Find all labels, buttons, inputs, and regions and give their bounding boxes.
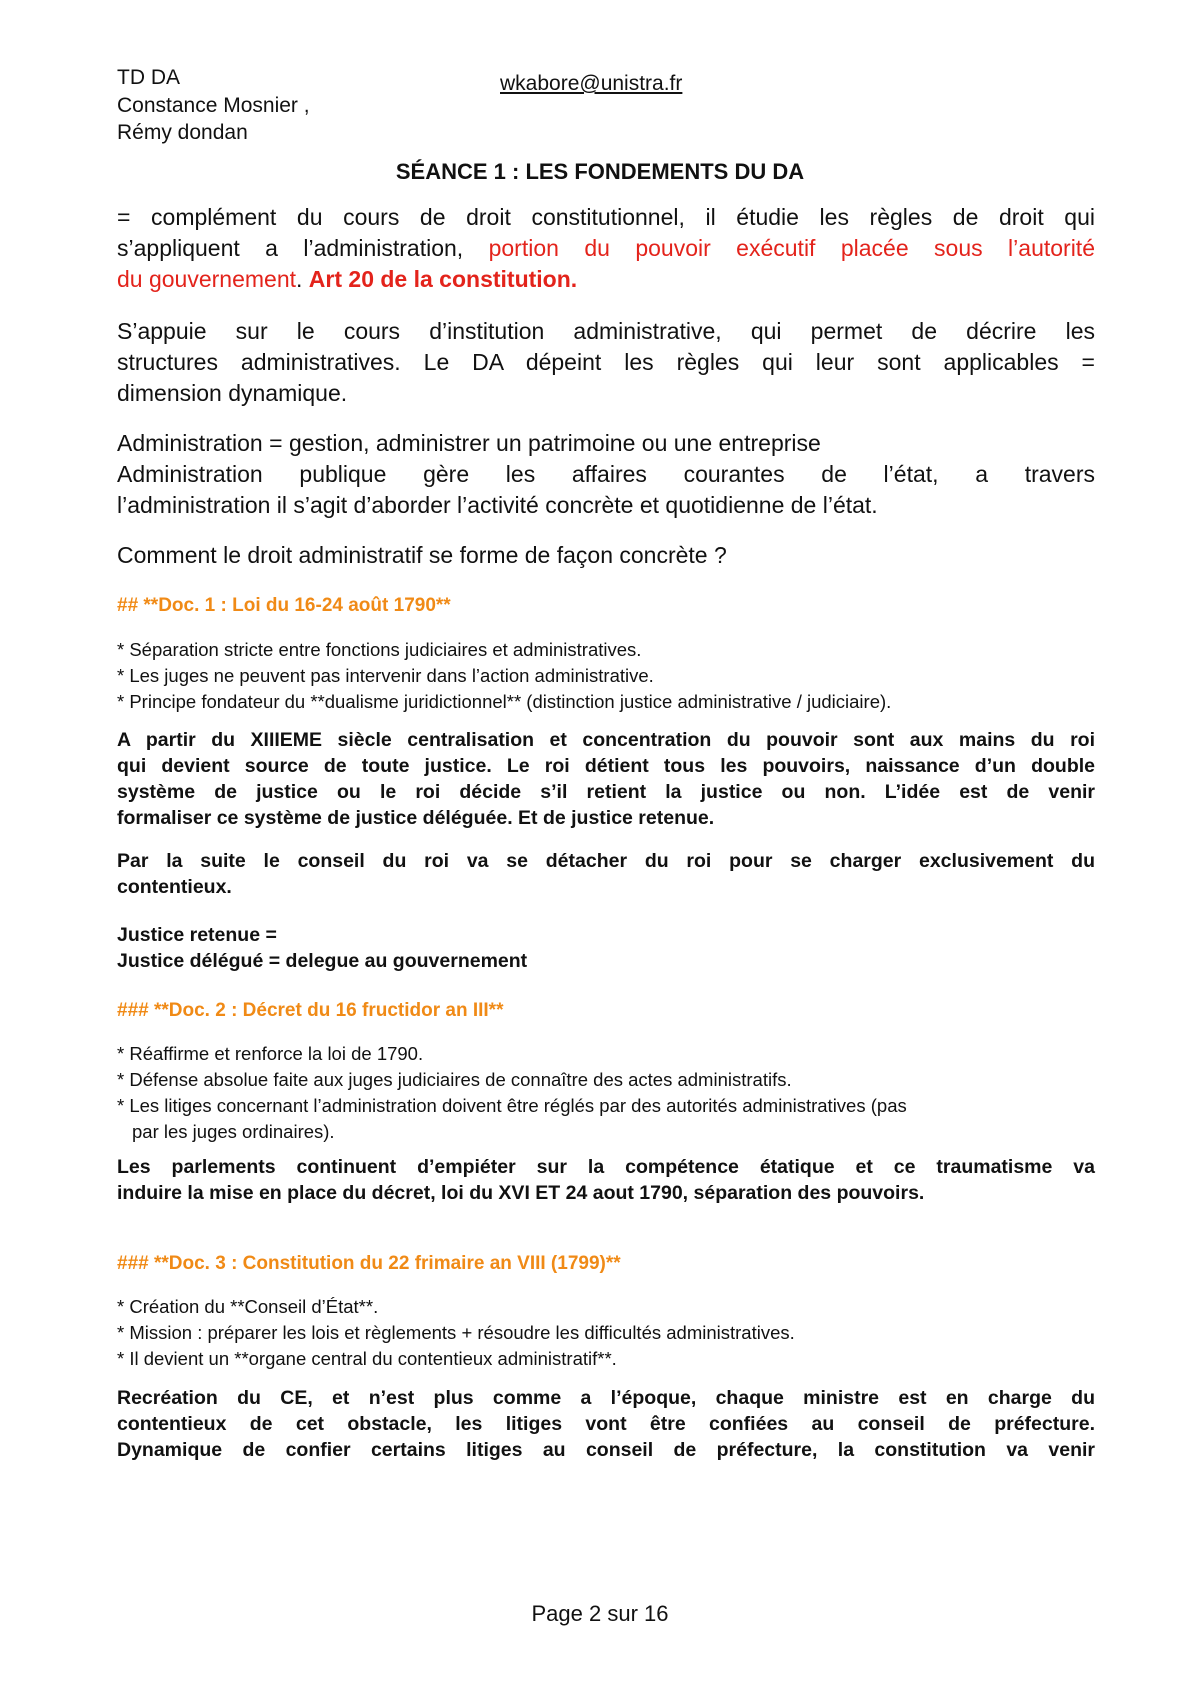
text-line: Justice retenue =	[117, 924, 277, 946]
question: Comment le droit administratif se forme de façon concrète ?	[117, 542, 727, 568]
header-course: TD DA	[117, 66, 180, 89]
paragraph-2	[117, 316, 1095, 409]
highlight-red-bold: Art 20 de la constitution.	[308, 266, 578, 292]
intro-paragraph	[117, 202, 1095, 295]
doc1-paragraph-3	[117, 922, 1095, 974]
doc1-paragraph-2	[117, 848, 1095, 900]
doc1-bullets	[117, 637, 1095, 715]
p2-line-1: S’appuie sur le cours d’institution administrative, qui permet de décrire les	[117, 318, 1095, 344]
intro-line-2: s’appliquent a l’administration, portion du pouvoir exécutif placée sous l’autorité	[117, 235, 1095, 261]
text-line: qui devient source de toute justice. Le roi détient tous les pouvoirs, naissance d’un double	[117, 755, 1095, 777]
list-item: * Mission : préparer les lois et règlements + résoudre les difficultés administratives.	[117, 1322, 795, 1343]
intro-line-3: du gouvernement. Art 20 de la constitution.	[117, 266, 578, 292]
list-item: * Les juges ne peuvent pas intervenir dans l’action administrative.	[117, 665, 654, 686]
list-item: * Séparation stricte entre fonctions judiciaires et administratives.	[117, 639, 642, 660]
p3-line-2: Administration publique gère les affaires courantes de l’état, a travers	[117, 461, 1095, 487]
header-author-1: Constance Mosnier ,	[117, 94, 310, 117]
page-title: SÉANCE 1 : LES FONDEMENTS DU DA	[395, 159, 805, 184]
list-item: * Réaffirme et renforce la loi de 1790.	[117, 1043, 424, 1064]
doc2-paragraph-1	[117, 1154, 1095, 1206]
p3-line-1: Administration = gestion, administrer un patrimoine ou une entreprise	[117, 430, 821, 456]
text-line: induire la mise en place du décret, loi du XVI ET 24 aout 1790, séparation des pouvoirs.	[117, 1182, 925, 1204]
p2-line-2: structures administratives. Le DA dépeint les règles qui leur sont applicables =	[117, 349, 1095, 375]
text-line: Dynamique de confier certains litiges au conseil de préfecture, la constitution va venir	[117, 1439, 1095, 1461]
list-item-continuation: par les juges ordinaires).	[132, 1121, 335, 1142]
list-item: * Création du **Conseil d’État**.	[117, 1296, 379, 1317]
text-line: Par la suite le conseil du roi va se détacher du roi pour se charger exclusivement du	[117, 850, 1095, 872]
page-number: Page 2 sur 16	[531, 1601, 669, 1626]
text-line: A partir du XIIIEME siècle centralisation et concentration du pouvoir sont aux mains du roi	[117, 729, 1095, 751]
doc2-bullets	[117, 1041, 1095, 1145]
header-email-link[interactable]: wkabore@unistra.fr	[500, 72, 683, 95]
text-line: contentieux de cet obstacle, les litiges vont être confiées au conseil de préfecture.	[117, 1413, 1095, 1435]
intro-line-1: = complément du cours de droit constitutionnel, il étudie les règles de droit qui	[117, 204, 1095, 230]
doc1-paragraph-1	[117, 727, 1095, 831]
p3-line-3: l’administration il s’agit d’aborder l’activité concrète et quotidienne de l’état.	[117, 492, 878, 518]
highlight-red: portion du pouvoir exécutif placée sous l’autorité	[488, 235, 1095, 261]
doc3-heading: ### **Doc. 3 : Constitution du 22 frimaire an VIII (1799)**	[117, 1253, 621, 1274]
list-item: * Les litiges concernant l’administration doivent être réglés par des autorités administratives (pas	[117, 1095, 907, 1116]
header-author-2: Rémy dondan	[117, 121, 248, 144]
doc1-heading: ## **Doc. 1 : Loi du 16-24 août 1790**	[117, 595, 451, 616]
p2-line-3: dimension dynamique.	[117, 380, 348, 406]
doc3-bullets	[117, 1294, 1095, 1372]
list-item: * Défense absolue faite aux juges judiciaires de connaître des actes administratifs.	[117, 1069, 792, 1090]
text-line: Recréation du CE, et n’est plus comme a l’époque, chaque ministre est en charge du	[117, 1387, 1095, 1409]
paragraph-3	[117, 428, 1095, 521]
text-line: système de justice ou le roi décide s’il retient la justice ou non. L’idée est de venir	[117, 781, 1095, 803]
text-line: Justice délégué = delegue au gouvernement	[117, 950, 528, 972]
list-item: * Principe fondateur du **dualisme juridictionnel** (distinction justice administrative / judiciaire).	[117, 691, 892, 712]
text-line: contentieux.	[117, 876, 232, 898]
doc3-paragraph-1	[117, 1385, 1095, 1463]
list-item: * Il devient un **organe central du contentieux administratif**.	[117, 1348, 617, 1369]
doc2-heading: ### **Doc. 2 : Décret du 16 fructidor an III**	[117, 1000, 504, 1021]
text-line: formaliser ce système de justice déléguée. Et de justice retenue.	[117, 807, 715, 829]
text-line: Les parlements continuent d’empiéter sur la compétence étatique et ce traumatisme va	[117, 1156, 1095, 1178]
